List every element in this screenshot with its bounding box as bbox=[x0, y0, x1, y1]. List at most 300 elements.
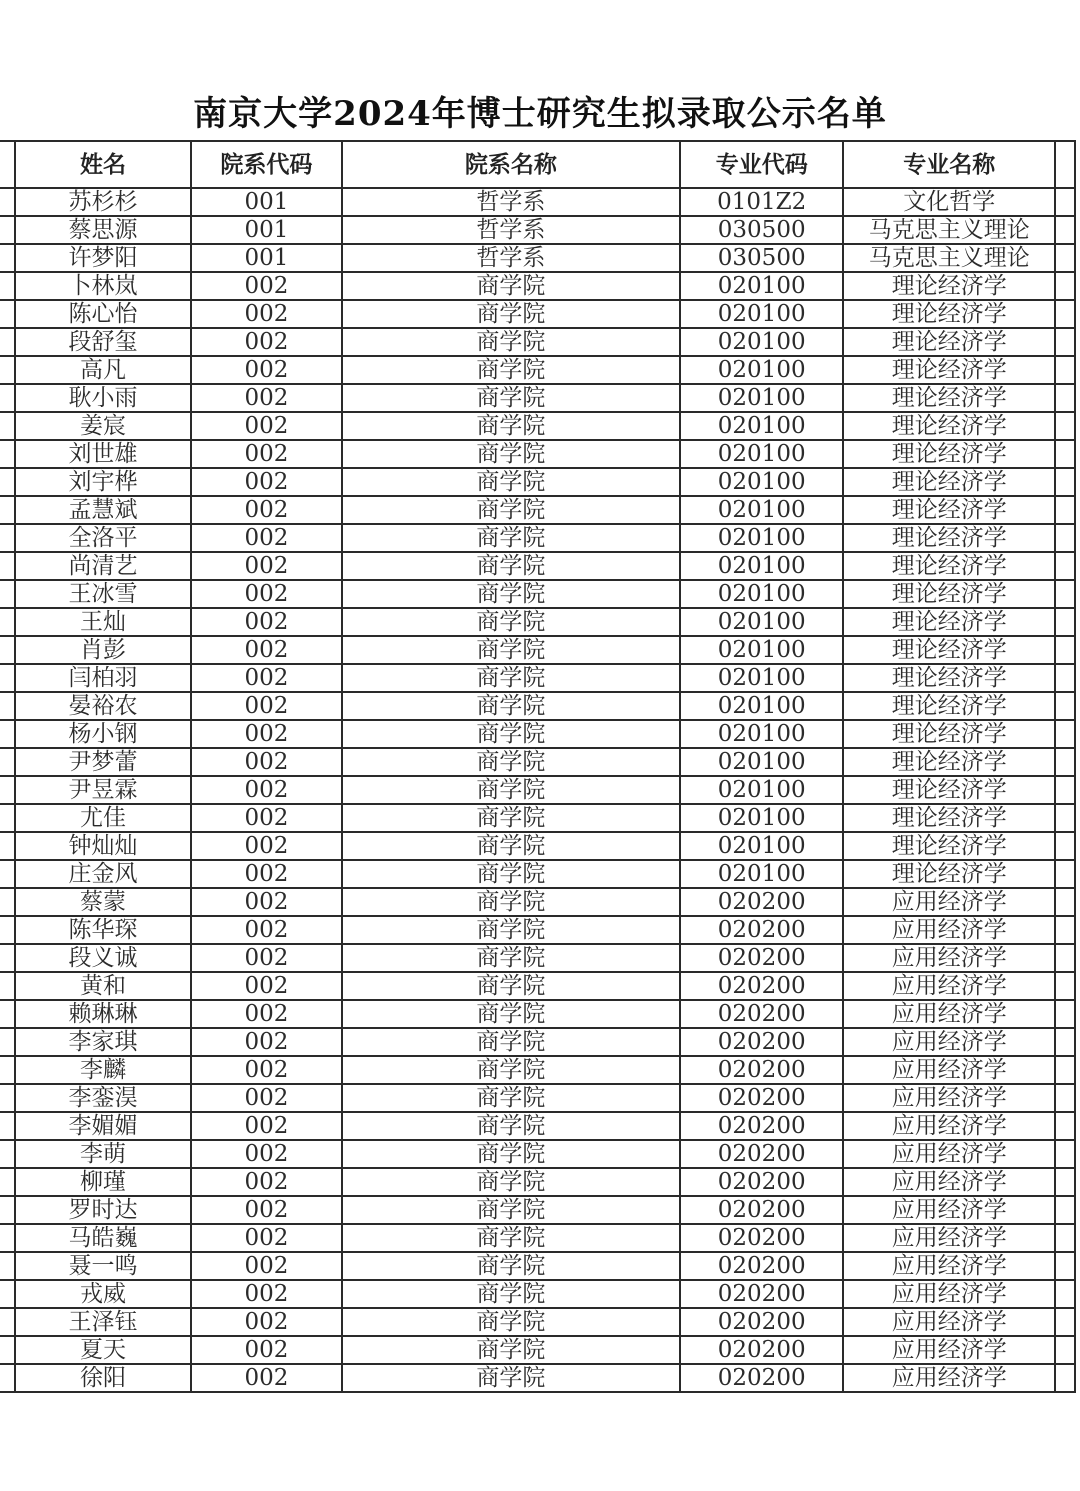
table-row bbox=[0, 972, 1075, 1000]
cell-major-code: 020100 bbox=[680, 860, 844, 888]
table-row bbox=[0, 860, 1075, 888]
cell-major-name: 应用经济学 bbox=[843, 1140, 1055, 1168]
cell-dept-name: 商学院 bbox=[342, 972, 680, 1000]
table-row bbox=[0, 776, 1075, 804]
cell-dept-code: 001 bbox=[191, 188, 342, 216]
cell-dept-code: 002 bbox=[191, 888, 342, 916]
edge-cell bbox=[0, 141, 15, 188]
cell-dept-code: 002 bbox=[191, 496, 342, 524]
cell-dept-code: 002 bbox=[191, 1084, 342, 1112]
table-row bbox=[0, 328, 1075, 356]
edge-cell bbox=[1055, 356, 1075, 384]
cell-name: 孟慧斌 bbox=[15, 496, 191, 524]
cell-name: 陈华琛 bbox=[15, 916, 191, 944]
edge-cell bbox=[1055, 1084, 1075, 1112]
cell-name: 钟灿灿 bbox=[15, 832, 191, 860]
cell-dept-name: 商学院 bbox=[342, 832, 680, 860]
cell-dept-name: 哲学系 bbox=[342, 188, 680, 216]
cell-dept-code: 002 bbox=[191, 860, 342, 888]
cell-name: 徐阳 bbox=[15, 1364, 191, 1392]
edge-cell bbox=[0, 860, 15, 888]
edge-cell bbox=[1055, 1364, 1075, 1392]
edge-cell bbox=[1055, 1308, 1075, 1336]
cell-dept-name: 商学院 bbox=[342, 1252, 680, 1280]
table-row bbox=[0, 720, 1075, 748]
edge-cell bbox=[0, 384, 15, 412]
cell-major-name: 理论经济学 bbox=[843, 524, 1055, 552]
cell-name: 王泽钰 bbox=[15, 1308, 191, 1336]
cell-major-name: 理论经济学 bbox=[843, 496, 1055, 524]
cell-major-code: 020100 bbox=[680, 580, 844, 608]
table-row bbox=[0, 384, 1075, 412]
cell-name: 段义诚 bbox=[15, 944, 191, 972]
cell-major-code: 020100 bbox=[680, 664, 844, 692]
cell-name: 卜林岚 bbox=[15, 272, 191, 300]
cell-major-name: 理论经济学 bbox=[843, 356, 1055, 384]
edge-cell bbox=[1055, 832, 1075, 860]
cell-dept-name: 商学院 bbox=[342, 328, 680, 356]
cell-name: 肖彭 bbox=[15, 636, 191, 664]
table-row bbox=[0, 356, 1075, 384]
cell-major-code: 020100 bbox=[680, 440, 844, 468]
table-row bbox=[0, 1336, 1075, 1364]
cell-dept-name: 商学院 bbox=[342, 1140, 680, 1168]
table-row bbox=[0, 888, 1075, 916]
cell-name: 柳瑾 bbox=[15, 1168, 191, 1196]
cell-major-code: 020200 bbox=[680, 1364, 844, 1392]
edge-cell bbox=[1055, 468, 1075, 496]
cell-major-code: 020200 bbox=[680, 1336, 844, 1364]
cell-dept-name: 商学院 bbox=[342, 692, 680, 720]
cell-dept-name: 商学院 bbox=[342, 1168, 680, 1196]
edge-cell bbox=[1055, 384, 1075, 412]
cell-major-name: 理论经济学 bbox=[843, 860, 1055, 888]
edge-cell bbox=[0, 300, 15, 328]
edge-cell bbox=[0, 1196, 15, 1224]
cell-dept-name: 商学院 bbox=[342, 748, 680, 776]
cell-major-code: 020200 bbox=[680, 1168, 844, 1196]
table-row bbox=[0, 664, 1075, 692]
cell-dept-code: 002 bbox=[191, 1364, 342, 1392]
cell-dept-name: 商学院 bbox=[342, 356, 680, 384]
table-row bbox=[0, 748, 1075, 776]
cell-major-code: 020200 bbox=[680, 888, 844, 916]
cell-dept-code: 002 bbox=[191, 440, 342, 468]
table-row bbox=[0, 1224, 1075, 1252]
edge-cell bbox=[0, 1280, 15, 1308]
cell-dept-name: 商学院 bbox=[342, 272, 680, 300]
cell-major-code: 020200 bbox=[680, 1280, 844, 1308]
cell-name: 聂一鸣 bbox=[15, 1252, 191, 1280]
cell-dept-name: 商学院 bbox=[342, 888, 680, 916]
cell-major-name: 理论经济学 bbox=[843, 328, 1055, 356]
edge-cell bbox=[0, 1140, 15, 1168]
cell-dept-name: 哲学系 bbox=[342, 216, 680, 244]
cell-major-code: 020200 bbox=[680, 1056, 844, 1084]
header-major-code: 专业代码 bbox=[680, 141, 844, 188]
cell-dept-code: 002 bbox=[191, 1280, 342, 1308]
edge-cell bbox=[1055, 804, 1075, 832]
edge-cell bbox=[0, 272, 15, 300]
cell-major-name: 应用经济学 bbox=[843, 1084, 1055, 1112]
table-body bbox=[0, 188, 1075, 1392]
cell-major-name: 马克思主义理论 bbox=[843, 244, 1055, 272]
edge-cell bbox=[1055, 860, 1075, 888]
table-row bbox=[0, 300, 1075, 328]
cell-name: 蔡思源 bbox=[15, 216, 191, 244]
cell-dept-name: 商学院 bbox=[342, 860, 680, 888]
cell-major-name: 应用经济学 bbox=[843, 944, 1055, 972]
cell-name: 杨小钢 bbox=[15, 720, 191, 748]
cell-name: 尹梦蕾 bbox=[15, 748, 191, 776]
cell-dept-code: 002 bbox=[191, 748, 342, 776]
cell-dept-name: 商学院 bbox=[342, 1364, 680, 1392]
edge-cell bbox=[1055, 1168, 1075, 1196]
cell-dept-code: 002 bbox=[191, 720, 342, 748]
cell-dept-name: 商学院 bbox=[342, 552, 680, 580]
cell-major-name: 应用经济学 bbox=[843, 1280, 1055, 1308]
cell-dept-code: 002 bbox=[191, 1336, 342, 1364]
table-row bbox=[0, 412, 1075, 440]
cell-dept-name: 商学院 bbox=[342, 1112, 680, 1140]
edge-cell bbox=[0, 244, 15, 272]
cell-major-name: 应用经济学 bbox=[843, 1308, 1055, 1336]
table-row bbox=[0, 692, 1075, 720]
cell-name: 马皓巍 bbox=[15, 1224, 191, 1252]
cell-dept-name: 商学院 bbox=[342, 1336, 680, 1364]
cell-dept-code: 002 bbox=[191, 692, 342, 720]
cell-dept-code: 002 bbox=[191, 804, 342, 832]
cell-major-code: 020100 bbox=[680, 608, 844, 636]
cell-dept-name: 商学院 bbox=[342, 776, 680, 804]
cell-major-code: 020200 bbox=[680, 1196, 844, 1224]
cell-name: 戎威 bbox=[15, 1280, 191, 1308]
edge-cell bbox=[0, 440, 15, 468]
cell-major-code: 020200 bbox=[680, 1252, 844, 1280]
cell-dept-name: 商学院 bbox=[342, 1308, 680, 1336]
cell-dept-code: 002 bbox=[191, 1028, 342, 1056]
cell-dept-code: 002 bbox=[191, 972, 342, 1000]
cell-dept-name: 商学院 bbox=[342, 804, 680, 832]
cell-dept-code: 002 bbox=[191, 664, 342, 692]
table-row bbox=[0, 1084, 1075, 1112]
edge-cell bbox=[1055, 328, 1075, 356]
cell-major-name: 理论经济学 bbox=[843, 300, 1055, 328]
edge-cell bbox=[1055, 1252, 1075, 1280]
edge-cell bbox=[1055, 1056, 1075, 1084]
cell-name: 李媚媚 bbox=[15, 1112, 191, 1140]
cell-dept-name: 商学院 bbox=[342, 1196, 680, 1224]
cell-major-code: 020100 bbox=[680, 804, 844, 832]
cell-name: 尚清艺 bbox=[15, 552, 191, 580]
table-row bbox=[0, 636, 1075, 664]
cell-dept-code: 002 bbox=[191, 384, 342, 412]
edge-cell bbox=[1055, 1000, 1075, 1028]
cell-major-code: 0101Z2 bbox=[680, 188, 844, 216]
table-row bbox=[0, 496, 1075, 524]
edge-cell bbox=[0, 1000, 15, 1028]
cell-major-code: 020100 bbox=[680, 636, 844, 664]
cell-dept-code: 002 bbox=[191, 832, 342, 860]
cell-name: 王灿 bbox=[15, 608, 191, 636]
edge-cell bbox=[1055, 664, 1075, 692]
cell-major-code: 020200 bbox=[680, 944, 844, 972]
table-row bbox=[0, 1196, 1075, 1224]
edge-cell bbox=[0, 1224, 15, 1252]
cell-dept-code: 002 bbox=[191, 1140, 342, 1168]
header-dept-code: 院系代码 bbox=[191, 141, 342, 188]
cell-major-code: 020100 bbox=[680, 776, 844, 804]
edge-cell bbox=[1055, 300, 1075, 328]
cell-dept-name: 商学院 bbox=[342, 300, 680, 328]
edge-cell bbox=[1055, 720, 1075, 748]
cell-major-code: 020100 bbox=[680, 496, 844, 524]
cell-name: 晏裕农 bbox=[15, 692, 191, 720]
cell-major-code: 020100 bbox=[680, 356, 844, 384]
cell-dept-code: 002 bbox=[191, 328, 342, 356]
cell-name: 王冰雪 bbox=[15, 580, 191, 608]
cell-dept-code: 002 bbox=[191, 552, 342, 580]
cell-major-name: 理论经济学 bbox=[843, 468, 1055, 496]
edge-cell bbox=[1055, 552, 1075, 580]
cell-dept-code: 002 bbox=[191, 1308, 342, 1336]
cell-name: 夏天 bbox=[15, 1336, 191, 1364]
cell-major-name: 理论经济学 bbox=[843, 804, 1055, 832]
cell-major-code: 020200 bbox=[680, 1140, 844, 1168]
edge-cell bbox=[0, 188, 15, 216]
cell-name: 蔡蒙 bbox=[15, 888, 191, 916]
edge-cell bbox=[0, 328, 15, 356]
edge-cell bbox=[0, 1168, 15, 1196]
edge-cell bbox=[0, 1336, 15, 1364]
cell-dept-code: 002 bbox=[191, 636, 342, 664]
table-row bbox=[0, 216, 1075, 244]
cell-dept-code: 002 bbox=[191, 1252, 342, 1280]
cell-major-name: 应用经济学 bbox=[843, 1252, 1055, 1280]
edge-cell bbox=[0, 580, 15, 608]
edge-cell bbox=[0, 972, 15, 1000]
table-row bbox=[0, 580, 1075, 608]
cell-dept-code: 002 bbox=[191, 300, 342, 328]
edge-cell bbox=[1055, 1336, 1075, 1364]
cell-major-name: 理论经济学 bbox=[843, 636, 1055, 664]
edge-cell bbox=[0, 748, 15, 776]
cell-dept-code: 002 bbox=[191, 944, 342, 972]
cell-dept-code: 002 bbox=[191, 524, 342, 552]
edge-cell bbox=[1055, 748, 1075, 776]
cell-major-name: 理论经济学 bbox=[843, 412, 1055, 440]
cell-major-code: 020200 bbox=[680, 1000, 844, 1028]
cell-major-code: 030500 bbox=[680, 244, 844, 272]
cell-name: 赖琳琳 bbox=[15, 1000, 191, 1028]
cell-major-code: 020200 bbox=[680, 1112, 844, 1140]
cell-dept-name: 商学院 bbox=[342, 1028, 680, 1056]
table-row bbox=[0, 524, 1075, 552]
cell-major-code: 020100 bbox=[680, 832, 844, 860]
cell-major-name: 应用经济学 bbox=[843, 1028, 1055, 1056]
cell-dept-name: 商学院 bbox=[342, 496, 680, 524]
cell-major-code: 020100 bbox=[680, 692, 844, 720]
table-row bbox=[0, 1280, 1075, 1308]
edge-cell bbox=[1055, 692, 1075, 720]
cell-major-name: 文化哲学 bbox=[843, 188, 1055, 216]
cell-dept-code: 001 bbox=[191, 244, 342, 272]
cell-major-code: 020100 bbox=[680, 468, 844, 496]
cell-dept-name: 商学院 bbox=[342, 524, 680, 552]
edge-cell bbox=[0, 552, 15, 580]
table-row bbox=[0, 552, 1075, 580]
table-row bbox=[0, 1056, 1075, 1084]
edge-cell bbox=[1055, 636, 1075, 664]
table-row bbox=[0, 272, 1075, 300]
edge-cell bbox=[0, 1084, 15, 1112]
cell-major-name: 应用经济学 bbox=[843, 972, 1055, 1000]
cell-name: 刘宇桦 bbox=[15, 468, 191, 496]
table-header-row bbox=[0, 141, 1075, 188]
cell-name: 姜宸 bbox=[15, 412, 191, 440]
table-row bbox=[0, 1168, 1075, 1196]
edge-cell bbox=[1055, 244, 1075, 272]
edge-cell bbox=[0, 720, 15, 748]
cell-name: 尹昱霖 bbox=[15, 776, 191, 804]
table-row bbox=[0, 244, 1075, 272]
cell-dept-name: 商学院 bbox=[342, 1084, 680, 1112]
cell-major-name: 马克思主义理论 bbox=[843, 216, 1055, 244]
edge-cell bbox=[1055, 608, 1075, 636]
cell-dept-code: 002 bbox=[191, 1196, 342, 1224]
cell-dept-name: 哲学系 bbox=[342, 244, 680, 272]
cell-dept-code: 002 bbox=[191, 356, 342, 384]
edge-cell bbox=[0, 356, 15, 384]
cell-dept-name: 商学院 bbox=[342, 468, 680, 496]
cell-dept-name: 商学院 bbox=[342, 608, 680, 636]
cell-major-name: 理论经济学 bbox=[843, 664, 1055, 692]
cell-name: 庄金风 bbox=[15, 860, 191, 888]
cell-major-name: 理论经济学 bbox=[843, 580, 1055, 608]
edge-cell bbox=[0, 916, 15, 944]
cell-major-code: 030500 bbox=[680, 216, 844, 244]
edge-cell bbox=[1055, 1224, 1075, 1252]
table-row bbox=[0, 608, 1075, 636]
cell-name: 高凡 bbox=[15, 356, 191, 384]
cell-dept-code: 001 bbox=[191, 216, 342, 244]
edge-cell bbox=[0, 1028, 15, 1056]
cell-dept-code: 002 bbox=[191, 468, 342, 496]
cell-dept-name: 商学院 bbox=[342, 636, 680, 664]
cell-major-code: 020100 bbox=[680, 524, 844, 552]
cell-dept-code: 002 bbox=[191, 1000, 342, 1028]
edge-cell bbox=[0, 468, 15, 496]
cell-major-name: 理论经济学 bbox=[843, 440, 1055, 468]
cell-name: 李銮淏 bbox=[15, 1084, 191, 1112]
edge-cell bbox=[0, 1364, 15, 1392]
cell-name: 段舒玺 bbox=[15, 328, 191, 356]
cell-name: 刘世雄 bbox=[15, 440, 191, 468]
cell-major-name: 应用经济学 bbox=[843, 1168, 1055, 1196]
cell-major-code: 020100 bbox=[680, 384, 844, 412]
cell-major-code: 020200 bbox=[680, 916, 844, 944]
edge-cell bbox=[0, 1308, 15, 1336]
edge-cell bbox=[0, 804, 15, 832]
admission-table bbox=[0, 140, 1076, 1393]
edge-cell bbox=[1055, 216, 1075, 244]
cell-dept-code: 002 bbox=[191, 1168, 342, 1196]
table-row bbox=[0, 1028, 1075, 1056]
edge-cell bbox=[0, 1112, 15, 1140]
cell-dept-code: 002 bbox=[191, 1224, 342, 1252]
edge-cell bbox=[0, 776, 15, 804]
cell-major-name: 理论经济学 bbox=[843, 720, 1055, 748]
cell-major-name: 应用经济学 bbox=[843, 1056, 1055, 1084]
cell-major-code: 020100 bbox=[680, 300, 844, 328]
cell-dept-name: 商学院 bbox=[342, 1056, 680, 1084]
edge-cell bbox=[1055, 1028, 1075, 1056]
edge-cell bbox=[0, 692, 15, 720]
cell-dept-name: 商学院 bbox=[342, 384, 680, 412]
cell-major-code: 020100 bbox=[680, 412, 844, 440]
cell-major-name: 理论经济学 bbox=[843, 748, 1055, 776]
cell-dept-name: 商学院 bbox=[342, 1224, 680, 1252]
table-row bbox=[0, 1308, 1075, 1336]
cell-dept-code: 002 bbox=[191, 1056, 342, 1084]
cell-major-name: 应用经济学 bbox=[843, 1364, 1055, 1392]
edge-cell bbox=[0, 216, 15, 244]
edge-cell bbox=[1055, 440, 1075, 468]
table-row bbox=[0, 832, 1075, 860]
cell-major-name: 理论经济学 bbox=[843, 608, 1055, 636]
edge-cell bbox=[1055, 916, 1075, 944]
edge-cell bbox=[0, 1056, 15, 1084]
cell-major-name: 理论经济学 bbox=[843, 552, 1055, 580]
cell-major-name: 理论经济学 bbox=[843, 384, 1055, 412]
cell-major-code: 020200 bbox=[680, 972, 844, 1000]
cell-dept-code: 002 bbox=[191, 608, 342, 636]
cell-major-code: 020100 bbox=[680, 748, 844, 776]
edge-cell bbox=[1055, 524, 1075, 552]
cell-major-code: 020200 bbox=[680, 1308, 844, 1336]
cell-major-code: 020100 bbox=[680, 328, 844, 356]
cell-dept-name: 商学院 bbox=[342, 720, 680, 748]
cell-major-name: 应用经济学 bbox=[843, 1112, 1055, 1140]
cell-dept-code: 002 bbox=[191, 580, 342, 608]
cell-name: 闫柏羽 bbox=[15, 664, 191, 692]
table-row bbox=[0, 1140, 1075, 1168]
cell-name: 李家琪 bbox=[15, 1028, 191, 1056]
cell-major-name: 理论经济学 bbox=[843, 776, 1055, 804]
table-row bbox=[0, 916, 1075, 944]
edge-cell bbox=[0, 636, 15, 664]
cell-name: 陈心怡 bbox=[15, 300, 191, 328]
cell-dept-code: 002 bbox=[191, 412, 342, 440]
cell-dept-code: 002 bbox=[191, 776, 342, 804]
edge-cell bbox=[1055, 580, 1075, 608]
table-row bbox=[0, 1112, 1075, 1140]
cell-major-code: 020100 bbox=[680, 552, 844, 580]
table-row bbox=[0, 804, 1075, 832]
edge-cell bbox=[1055, 272, 1075, 300]
edge-cell bbox=[0, 412, 15, 440]
edge-cell bbox=[1055, 141, 1075, 188]
cell-major-code: 020200 bbox=[680, 1224, 844, 1252]
cell-dept-code: 002 bbox=[191, 916, 342, 944]
cell-dept-name: 商学院 bbox=[342, 1280, 680, 1308]
edge-cell bbox=[0, 496, 15, 524]
cell-major-name: 理论经济学 bbox=[843, 692, 1055, 720]
cell-name: 尤佳 bbox=[15, 804, 191, 832]
table-row bbox=[0, 1000, 1075, 1028]
header-name: 姓名 bbox=[15, 141, 191, 188]
edge-cell bbox=[1055, 412, 1075, 440]
